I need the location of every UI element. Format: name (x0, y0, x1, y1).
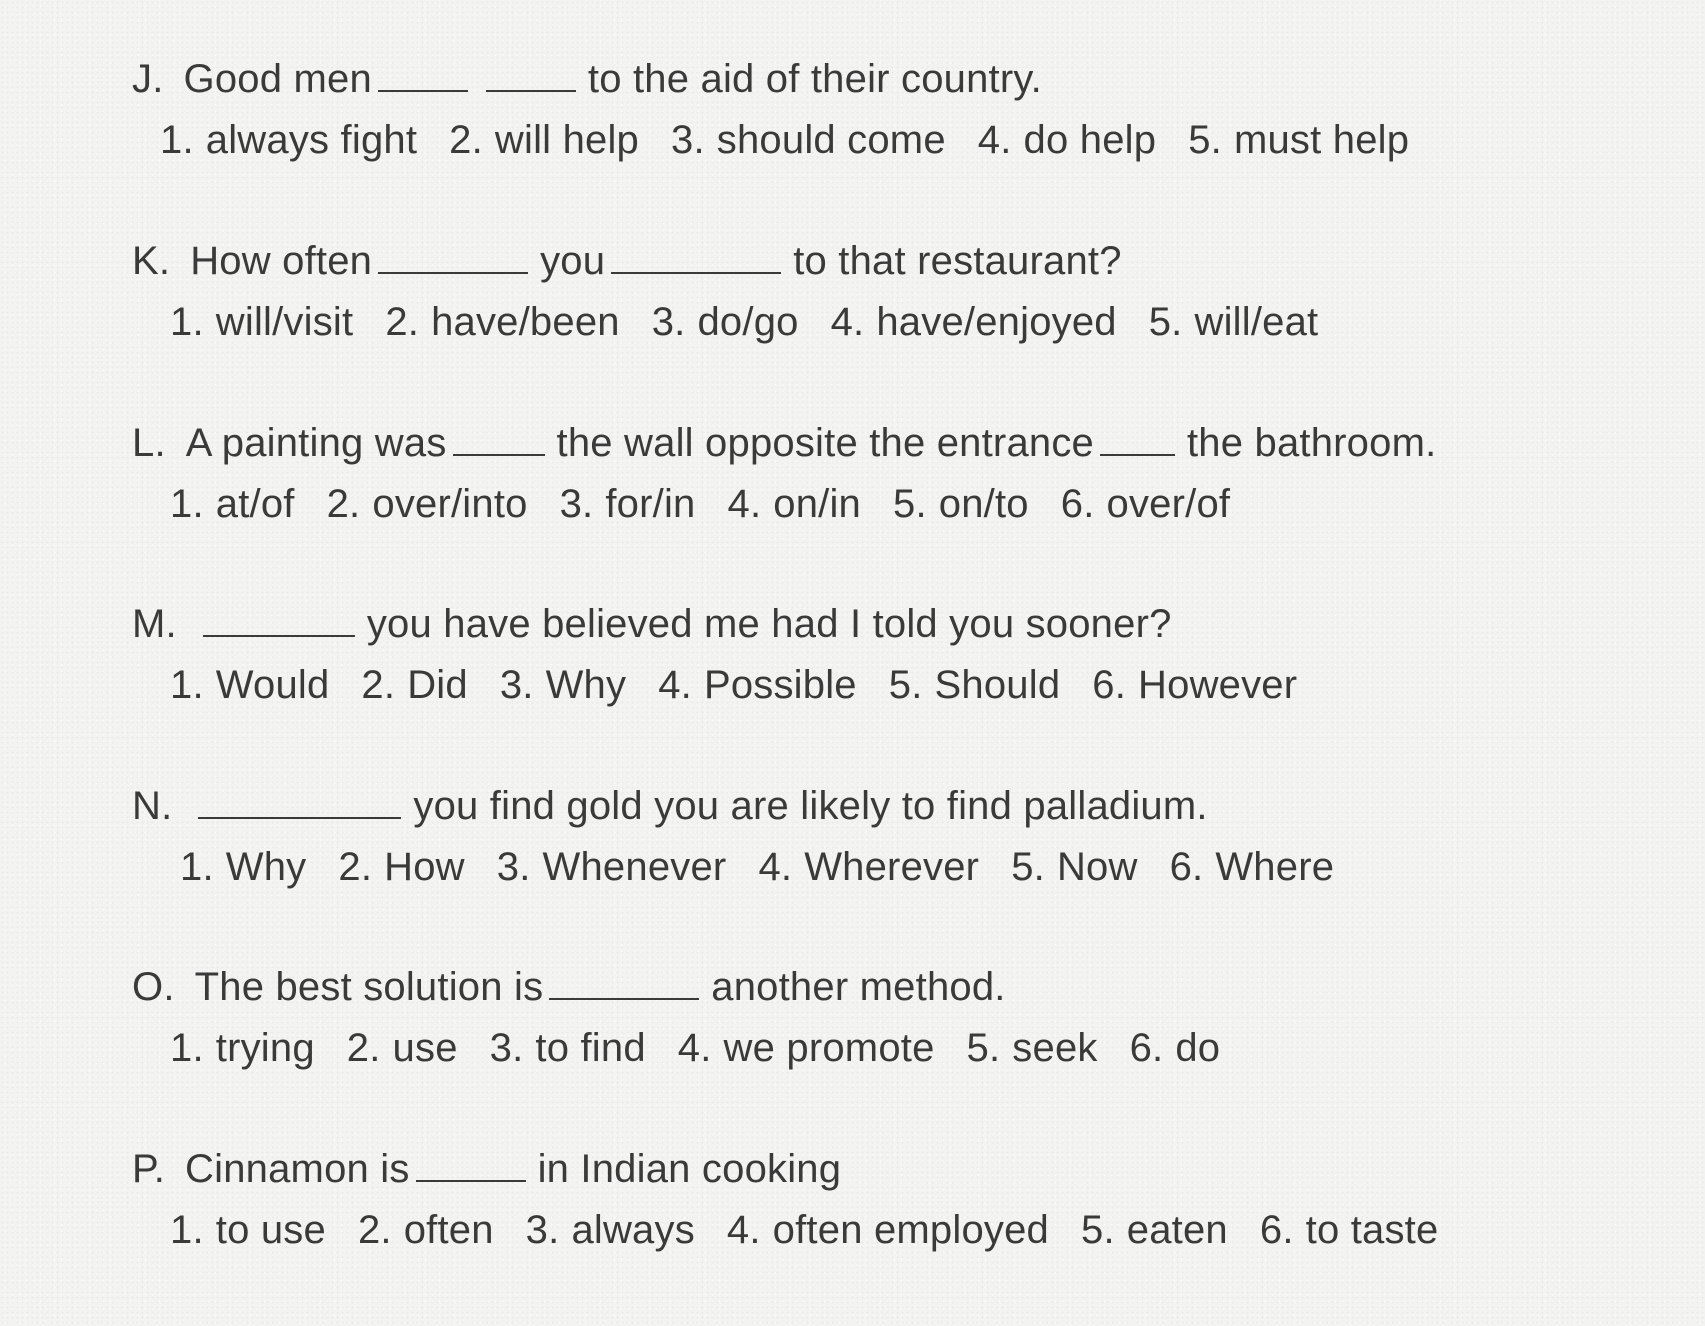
option-text: to find (535, 1026, 646, 1070)
answer-option (338, 844, 464, 890)
question-letter: N. (132, 784, 173, 828)
option-text: eaten (1126, 1208, 1228, 1252)
answer-options (160, 117, 1441, 163)
answer-option (449, 117, 639, 163)
question-text: the wall opposite the entrance (556, 421, 1094, 465)
option-text: Now (1056, 845, 1138, 889)
option-text: on/to (938, 482, 1029, 526)
answer-option (1170, 844, 1335, 890)
option-text: for/in (605, 482, 696, 526)
answer-option (1260, 1207, 1439, 1253)
option-number: 5. (888, 663, 923, 707)
answer-blank (611, 238, 781, 274)
option-text: Possible (703, 663, 857, 707)
answer-option (361, 662, 467, 708)
question-text: the bathroom. (1186, 421, 1437, 465)
option-text: do help (1023, 118, 1157, 162)
answer-blank (416, 1146, 526, 1182)
answer-options (180, 844, 1366, 890)
option-number: 3. (559, 482, 594, 526)
answer-blank (549, 964, 699, 1000)
question-text: The best solution is (194, 965, 544, 1009)
option-text: Why (545, 663, 627, 707)
option-number: 1. (160, 118, 194, 162)
option-text: use (392, 1026, 458, 1070)
answer-option (358, 1207, 494, 1253)
answer-option (1092, 662, 1297, 708)
option-number: 4. (726, 1208, 761, 1252)
option-text: do/go (697, 300, 799, 344)
answer-option (490, 1025, 646, 1071)
question-o (0, 964, 1705, 1104)
option-number: 6. (1169, 845, 1204, 889)
answer-option (831, 299, 1117, 345)
option-number: 1. (170, 1208, 204, 1252)
option-number: 2. (338, 845, 373, 889)
answer-blank (453, 420, 545, 456)
option-number: 1. (180, 845, 214, 889)
answer-options (170, 662, 1329, 708)
answer-option (728, 481, 862, 527)
answer-blank (1100, 420, 1175, 456)
question-text: Cinnamon is (185, 1147, 410, 1191)
answer-options (170, 299, 1350, 345)
answer-option (658, 662, 857, 708)
answer-blank (203, 601, 355, 637)
option-text: must help (1233, 118, 1410, 162)
answer-option (497, 844, 727, 890)
option-number: 5. (1188, 118, 1222, 162)
answer-option (347, 1025, 458, 1071)
option-number: 2. (346, 1026, 381, 1070)
answer-option (170, 299, 353, 345)
question-text: Good men (183, 57, 372, 101)
option-text: will help (494, 118, 640, 162)
option-text: have/been (431, 300, 620, 344)
question-letter: J. (132, 57, 164, 101)
answer-options (170, 1025, 1252, 1071)
option-number: 2. (449, 118, 483, 162)
option-number: 6. (1129, 1026, 1164, 1070)
option-text: on/in (773, 482, 862, 526)
option-text: Whenever (542, 845, 727, 889)
question-stem (132, 783, 1208, 829)
option-number: 5. (966, 1026, 1001, 1070)
option-number: 3. (651, 300, 686, 344)
answer-option (500, 662, 626, 708)
option-text: will/eat (1194, 300, 1319, 344)
option-text: to use (215, 1208, 326, 1252)
option-number: 4. (727, 482, 762, 526)
answer-option (180, 844, 306, 890)
answer-option (170, 662, 329, 708)
option-text: always fight (205, 118, 418, 162)
option-number: 5. (893, 482, 927, 526)
answer-option (1081, 1207, 1228, 1253)
question-stem (132, 964, 1006, 1010)
question-stem (132, 601, 1172, 647)
option-number: 3. (489, 1026, 524, 1070)
option-text: Why (225, 845, 307, 889)
option-text: will/visit (215, 300, 354, 344)
question-letter: L. (132, 421, 166, 465)
question-text: to that restaurant? (793, 239, 1122, 283)
answer-options (170, 481, 1262, 527)
option-text: Did (407, 663, 468, 707)
question-stem (132, 1146, 841, 1192)
option-number: 5. (1011, 845, 1045, 889)
option-text: over/of (1106, 482, 1231, 526)
answer-blank (198, 783, 401, 819)
answer-option (327, 481, 528, 527)
option-number: 6. (1092, 663, 1127, 707)
option-number: 4. (677, 1026, 712, 1070)
answer-option (1188, 117, 1409, 163)
answer-option (1011, 844, 1137, 890)
answer-option (967, 1025, 1098, 1071)
option-number: 1. (170, 300, 204, 344)
option-number: 6. (1259, 1208, 1294, 1252)
option-number: 3. (499, 663, 534, 707)
answer-option (160, 117, 417, 163)
question-m (0, 601, 1705, 741)
option-number: 4. (977, 118, 1012, 162)
option-text: often employed (772, 1208, 1049, 1252)
answer-option (889, 662, 1061, 708)
option-text: Would (215, 663, 330, 707)
answer-option (893, 481, 1029, 527)
answer-option (1130, 1025, 1221, 1071)
question-letter: K. (132, 239, 171, 283)
option-number: 3. (525, 1208, 560, 1252)
question-p (0, 1146, 1705, 1286)
question-letter: P. (132, 1147, 166, 1191)
answer-option (671, 117, 946, 163)
answer-option (678, 1025, 935, 1071)
option-number: 4. (830, 300, 865, 344)
answer-option (978, 117, 1156, 163)
option-text: over/into (372, 482, 528, 526)
question-j (0, 56, 1705, 196)
option-text: often (403, 1208, 494, 1252)
question-text: How often (190, 239, 373, 283)
option-text: trying (215, 1026, 315, 1070)
question-stem (132, 420, 1436, 466)
option-number: 2. (357, 1208, 392, 1252)
option-number: 1. (170, 1026, 204, 1070)
answer-option (1061, 481, 1230, 527)
answer-options (170, 1207, 1470, 1253)
option-text: However (1138, 663, 1298, 707)
answer-blank (378, 238, 528, 274)
option-text: Where (1215, 845, 1335, 889)
answer-blank (378, 56, 468, 92)
question-stem (132, 238, 1122, 284)
option-text: to taste (1305, 1208, 1439, 1252)
option-text: How (384, 845, 465, 889)
answer-option (1149, 299, 1319, 345)
question-n (0, 783, 1705, 923)
answer-option (652, 299, 799, 345)
question-text: to the aid of their country. (587, 57, 1042, 101)
option-text: always (571, 1208, 695, 1252)
answer-option (170, 481, 295, 527)
option-number: 2. (361, 663, 396, 707)
question-letter: M. (132, 602, 177, 646)
option-text: do (1175, 1026, 1221, 1070)
option-text: seek (1012, 1026, 1098, 1070)
option-number: 2. (326, 482, 361, 526)
answer-option (560, 481, 696, 527)
option-number: 1. (170, 663, 204, 707)
question-text: you have believed me had I told you sooner? (366, 602, 1172, 646)
option-text: have/enjoyed (876, 300, 1117, 344)
question-text: in Indian cooking (537, 1147, 842, 1191)
answer-option (170, 1025, 315, 1071)
option-number: 4. (658, 663, 692, 707)
question-letter: O. (132, 965, 175, 1009)
option-number: 3. (671, 118, 705, 162)
option-text: at/of (215, 482, 295, 526)
question-text: another method. (711, 965, 1006, 1009)
option-number: 5. (1081, 1208, 1115, 1252)
question-k (0, 238, 1705, 378)
question-text: you find gold you are likely to find palladium. (413, 784, 1208, 828)
answer-option (727, 1207, 1049, 1253)
option-number: 5. (1148, 300, 1183, 344)
option-text: Should (934, 663, 1061, 707)
question-stem (132, 56, 1042, 102)
option-text: we promote (723, 1026, 935, 1070)
question-text: A painting was (185, 421, 447, 465)
question-l (0, 420, 1705, 560)
option-number: 3. (496, 845, 531, 889)
answer-blank (486, 56, 576, 92)
answer-option (526, 1207, 695, 1253)
option-text: Wherever (804, 845, 980, 889)
answer-option (385, 299, 619, 345)
option-number: 1. (170, 482, 204, 526)
answer-option (170, 1207, 326, 1253)
option-number: 4. (758, 845, 793, 889)
option-number: 2. (385, 300, 420, 344)
option-text: should come (716, 118, 946, 162)
answer-option (758, 844, 979, 890)
question-text: you (540, 239, 606, 283)
option-number: 6. (1060, 482, 1095, 526)
